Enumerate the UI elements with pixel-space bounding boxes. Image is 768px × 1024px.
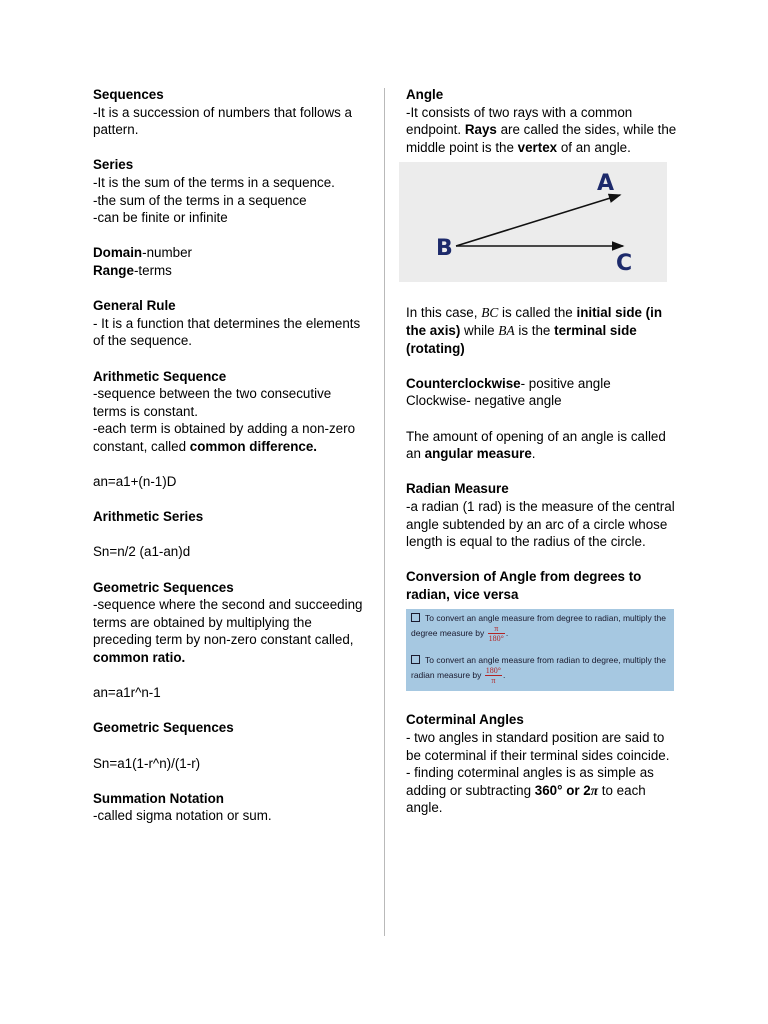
coterminal-line-2: - finding coterminal angles is as simple as adding or subtracting 360° or 2π to each angle. — [406, 765, 654, 816]
coterminal-heading: Coterminal Angles — [406, 712, 524, 728]
column-divider — [384, 88, 385, 936]
coterminal-line-1: - two angles in standard position are said to be coterminal if their terminal sides coincide. — [406, 730, 670, 763]
angle-figure — [399, 162, 667, 282]
series-heading: Series — [93, 157, 134, 173]
pi-over-180-fraction: $\frac{\pi}{180^\circ}$ — [488, 624, 504, 644]
domain-line: Domain-number — [93, 245, 192, 261]
arithmetic-sequence-line-2: -each term is obtained by adding a non-zero constant, called common difference. — [93, 421, 356, 454]
sequences-heading: Sequences — [93, 87, 164, 102]
point-b-label: B — [436, 236, 453, 262]
arithmetic-sequence-line-1: -sequence between the two consecutive terms is constant. — [93, 386, 332, 419]
geometric-sequences-heading: Geometric Sequences — [93, 579, 234, 595]
radian-measure-heading: Radian Measure — [406, 481, 509, 497]
angle-heading: Angle — [406, 87, 444, 102]
180-over-pi-fraction: $\frac{180^\circ}{\pi}$ — [485, 666, 501, 686]
summation-heading: Summation Notation — [93, 790, 224, 806]
conversion-item-rad-to-deg: To convert an angle measure from radian to degree, multiply the radian measure by $\frac{180^\circ}{\pi}$ . — [411, 655, 666, 686]
angular-measure-text: The amount of opening of an angle is called an angular measure. — [406, 428, 666, 462]
series-line-2: -the sum of the terms in a sequence — [93, 192, 307, 208]
checkbox-bullet-icon — [411, 655, 420, 664]
right-column — [406, 86, 678, 817]
counterclockwise-line: Counterclockwise- positive angle — [406, 375, 611, 391]
sequences-definition: -It is a succession of numbers that follows a pattern. — [93, 104, 352, 138]
conversion-box — [406, 609, 674, 691]
arithmetic-series-formula: Sn=n/2 (a1-an)d — [93, 544, 191, 560]
series-line-1: -It is the sum of the terms in a sequence. — [93, 174, 335, 190]
point-c-label: C — [616, 251, 633, 277]
angle-diagram — [399, 162, 667, 282]
range-line: Range-terms — [93, 262, 172, 278]
left-column — [93, 86, 365, 825]
arithmetic-sequence-formula: an=a1+(n-1)D — [93, 474, 177, 490]
conversion-item-deg-to-rad: To convert an angle measure from degree to radian, multiply the degree measure by $\frac{\pi}{180^\circ}$ . — [411, 613, 666, 644]
checkbox-bullet-icon — [411, 613, 420, 622]
initial-terminal-side-text: In this case, BC is called the initial side (in the axis) while BA is the terminal side (rotating) — [406, 305, 663, 356]
geometric-series-formula: Sn=a1(1-r^n)/(1-r) — [93, 755, 201, 771]
geometric-sequences-heading-2: Geometric Sequences — [93, 720, 234, 736]
conversion-heading: Conversion of Angle from degrees to radian, vice versa — [406, 569, 642, 602]
summation-definition: -called sigma notation or sum. — [93, 808, 272, 824]
general-rule-heading: General Rule — [93, 298, 176, 314]
clockwise-line: Clockwise- negative angle — [406, 393, 562, 409]
general-rule-definition: - It is a function that determines the elements of the sequence. — [93, 315, 361, 349]
series-line-3: -can be finite or infinite — [93, 210, 228, 226]
geometric-sequences-definition: -sequence where the second and succeeding terms are obtained by multiplying the preceding term by non-zero constant called, — [93, 597, 363, 648]
arithmetic-series-heading: Arithmetic Series — [93, 509, 204, 525]
point-a-label: A — [597, 171, 615, 197]
geometric-sequences-common-ratio: common ratio. — [93, 650, 186, 665]
ray-ba — [456, 195, 620, 246]
radian-measure-definition: -a radian (1 rad) is the measure of the central angle subtended by an arc of a circle whose length is equal to the radius of the circle. — [406, 498, 675, 550]
angle-definition: -It consists of two rays with a common endpoint. Rays are called the sides, while the middle point is the vertex of an angle. — [406, 104, 677, 155]
geometric-sequences-formula: an=a1r^n-1 — [93, 685, 161, 701]
arithmetic-sequence-heading: Arithmetic Sequence — [93, 368, 227, 384]
